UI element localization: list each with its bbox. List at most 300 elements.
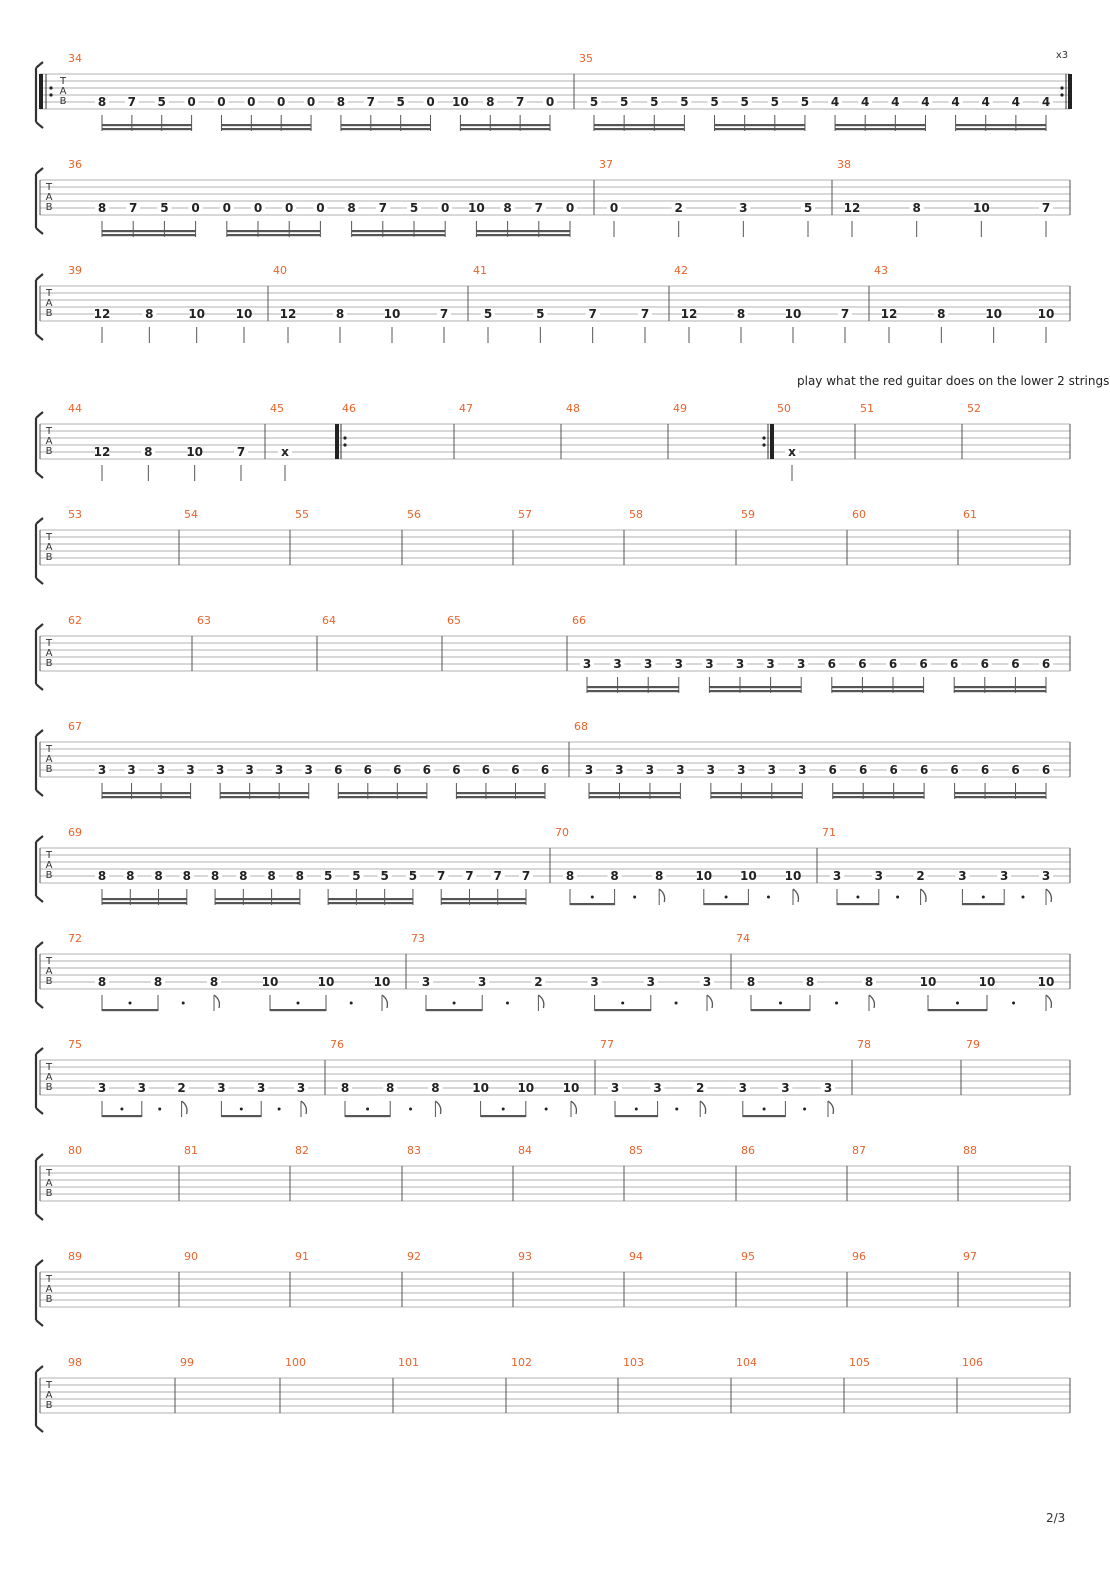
measure-43: [874, 264, 1054, 343]
measure-50: [777, 402, 855, 481]
fret-number: 3: [478, 975, 487, 989]
fret-number: 3: [275, 763, 284, 777]
measure-number: 70: [555, 826, 569, 839]
measure-number: 37: [599, 158, 613, 171]
fret-number: 3: [1000, 869, 1009, 883]
beam: [587, 690, 679, 692]
tab-clef-letter: A: [45, 1390, 53, 1401]
beam: [709, 686, 801, 688]
measure-number: 77: [600, 1038, 614, 1051]
fret-number: 8: [209, 975, 219, 989]
beam: [589, 796, 680, 798]
fret-number: 6: [950, 763, 959, 777]
rhythm-dot: [506, 1002, 509, 1005]
performance-note: play what the red guitar does on the lower 2 strings: [797, 374, 1110, 388]
measure-61: [963, 508, 977, 521]
fret-number: 6: [950, 657, 959, 671]
fret-number: 10: [562, 1081, 580, 1095]
measure-number: 57: [518, 508, 532, 521]
measure-68: [574, 720, 1053, 799]
fret-number: 10: [468, 201, 485, 215]
fret-number: 10: [985, 307, 1003, 321]
beam: [102, 128, 192, 130]
tab-clef-letter: T: [45, 638, 53, 649]
fret-number: 5: [536, 307, 545, 321]
repeat-end-thick-bar: [1068, 74, 1072, 109]
measure-number: 103: [623, 1356, 644, 1369]
staff-system: [36, 614, 1070, 693]
beam: [220, 796, 309, 798]
beam: [711, 796, 802, 798]
fret-number: 5: [160, 201, 169, 215]
measure-42: [674, 264, 869, 343]
beam: [751, 1009, 810, 1011]
fret-number: 8: [154, 869, 163, 883]
repeat-dot: [343, 443, 346, 446]
rhythm-dot: [675, 1002, 678, 1005]
fret-number: 5: [352, 869, 361, 883]
measure-72: [68, 932, 406, 1011]
fret-number: 10: [452, 95, 469, 109]
fret-number: 3: [737, 763, 746, 777]
beam: [441, 898, 526, 900]
repeat-dot: [49, 93, 52, 96]
rhythm-dot: [120, 1108, 123, 1111]
measure-number: 88: [963, 1144, 977, 1157]
measure-number: 45: [270, 402, 284, 415]
fret-number: 4: [830, 95, 840, 109]
beam: [833, 792, 924, 794]
measure-number: 38: [837, 158, 851, 171]
fret-number: 0: [426, 95, 435, 109]
beam: [476, 234, 570, 236]
rhythm-dot: [856, 896, 859, 899]
fret-number: 3: [582, 657, 592, 671]
measure-number: 95: [741, 1250, 755, 1263]
fret-number: 3: [798, 763, 807, 777]
measure-number: 105: [849, 1356, 870, 1369]
beam: [589, 792, 680, 794]
fret-number: 6: [827, 657, 836, 671]
measure-number: 87: [852, 1144, 866, 1157]
fret-number: 2: [534, 975, 543, 989]
measure-number: 55: [295, 508, 309, 521]
fret-number: 7: [493, 869, 502, 883]
measure-number: 80: [68, 1144, 82, 1157]
repeat-start-thick-bar: [335, 424, 339, 459]
fret-number: 10: [186, 445, 204, 459]
measure-44: [68, 402, 265, 481]
fret-number: 8: [97, 869, 107, 883]
fret-number: 3: [217, 1081, 226, 1095]
tab-clef-letter: B: [45, 870, 53, 881]
fret-number: 10: [1037, 975, 1055, 989]
beam: [587, 686, 679, 688]
fret-number: 7: [437, 869, 446, 883]
measure-number: 43: [874, 264, 888, 277]
beam: [456, 796, 545, 798]
fret-number: 3: [738, 1081, 747, 1095]
beam: [426, 1009, 482, 1011]
staff-system: [36, 1250, 1070, 1326]
repeat-dot: [762, 436, 765, 439]
measure-number: 71: [822, 826, 836, 839]
fret-number: 3: [644, 657, 653, 671]
fret-number: 6: [1041, 657, 1051, 671]
measure-number: 40: [273, 264, 287, 277]
fret-number: 10: [1037, 307, 1055, 321]
tab-clef-letter: A: [59, 86, 67, 97]
measure-number: 86: [741, 1144, 755, 1157]
measure-number: 39: [68, 264, 82, 277]
fret-number: 6: [481, 763, 491, 777]
fret-number: 2: [696, 1081, 705, 1095]
rhythm-dot: [621, 1002, 624, 1005]
fret-number: 0: [285, 201, 294, 215]
fret-number: 10: [740, 869, 757, 883]
dead-note: x: [788, 445, 796, 459]
rhythm-dot: [297, 1002, 300, 1005]
fret-number: 12: [279, 307, 297, 321]
measure-number: 35: [579, 52, 593, 65]
fret-number: 8: [937, 307, 946, 321]
staff-system: [36, 50, 1072, 131]
beam: [102, 124, 192, 126]
beam: [102, 1009, 158, 1011]
eighth-flag: [1046, 889, 1051, 902]
page-number: 2/3: [1046, 1511, 1066, 1525]
fret-number: 3: [615, 763, 624, 777]
measure-number: 96: [852, 1250, 866, 1263]
measure-40: [273, 264, 468, 343]
fret-number: 0: [217, 95, 226, 109]
fret-number: 10: [317, 975, 335, 989]
measure-number: 69: [68, 826, 82, 839]
fret-number: 8: [340, 1081, 350, 1095]
measure-number: 75: [68, 1038, 82, 1051]
fret-number: 2: [916, 869, 925, 883]
fret-number: 5: [800, 95, 810, 109]
fret-number: 5: [483, 307, 493, 321]
fret-number: 2: [177, 1081, 186, 1095]
tab-clef-letter: B: [45, 1400, 53, 1411]
beam: [595, 1009, 651, 1011]
fret-number: 6: [888, 657, 898, 671]
rhythm-dot: [453, 1002, 456, 1005]
fret-number: 8: [210, 869, 220, 883]
measure-number: 92: [407, 1250, 421, 1263]
staff-system: [36, 1038, 1070, 1117]
measure-number: 46: [342, 402, 356, 415]
measure-number: 64: [322, 614, 336, 627]
beam: [832, 686, 924, 688]
repeat-dot: [343, 436, 346, 439]
fret-number: 4: [1011, 95, 1021, 109]
fret-number: 6: [980, 763, 990, 777]
fret-number: 6: [828, 763, 837, 777]
tab-clef-letter: A: [45, 298, 53, 309]
beam: [955, 796, 1046, 798]
fret-number: 3: [653, 1081, 662, 1095]
beam: [102, 902, 187, 904]
fret-number: 6: [422, 763, 432, 777]
fret-number: 12: [680, 307, 698, 321]
rhythm-dot: [129, 1002, 132, 1005]
measure-73: [411, 932, 731, 1011]
fret-number: 6: [1011, 657, 1020, 671]
fret-number: 8: [503, 201, 512, 215]
measure-number: 79: [966, 1038, 980, 1051]
measure-77: [600, 1038, 852, 1117]
rhythm-dot: [982, 896, 985, 899]
staff-system: [36, 264, 1070, 343]
fret-number: 3: [257, 1081, 266, 1095]
fret-number: 3: [610, 1081, 620, 1095]
fret-number: 0: [306, 95, 316, 109]
fret-number: 12: [93, 307, 111, 321]
fret-number: 10: [972, 201, 990, 215]
tab-clef-letter: B: [45, 976, 53, 987]
measure-number: 52: [967, 402, 981, 415]
beam: [928, 1009, 987, 1011]
fret-number: 3: [706, 763, 716, 777]
beam: [221, 128, 311, 130]
rhythm-dot: [1012, 1002, 1015, 1005]
measure-number: 42: [674, 264, 688, 277]
repeat-dot: [762, 443, 765, 446]
eighth-flag: [869, 995, 874, 1008]
fret-number: 7: [840, 307, 850, 321]
measure-number: 78: [857, 1038, 871, 1051]
fret-number: 7: [129, 201, 138, 215]
measure-number: 63: [197, 614, 211, 627]
measure-number: 66: [572, 614, 586, 627]
fret-number: 7: [366, 95, 375, 109]
fret-number: 3: [186, 763, 195, 777]
fret-number: 12: [880, 307, 898, 321]
fret-number: 0: [609, 201, 619, 215]
repeat-start-thick-bar: [39, 74, 43, 109]
fret-number: 4: [951, 95, 960, 109]
measure-69: [68, 826, 550, 905]
repeat-dot: [49, 86, 52, 89]
fret-number: 0: [565, 201, 575, 215]
fret-number: 6: [859, 763, 868, 777]
fret-number: 7: [236, 445, 246, 459]
fret-number: 5: [740, 95, 749, 109]
measure-number: 34: [68, 52, 82, 65]
measure-number: 97: [963, 1250, 977, 1263]
measure-number: 101: [398, 1356, 419, 1369]
fret-number: 3: [215, 763, 225, 777]
staff-system: [36, 1356, 1070, 1432]
fret-number: 10: [235, 307, 253, 321]
measure-number: 72: [68, 932, 82, 945]
measure-number: 60: [852, 508, 866, 521]
fret-number: 8: [97, 95, 107, 109]
beam: [704, 903, 749, 905]
fret-number: 3: [781, 1081, 790, 1095]
eighth-flag: [659, 889, 664, 902]
beam: [835, 124, 925, 126]
measure-97: [963, 1250, 977, 1263]
beam: [715, 128, 805, 130]
tab-clef-letter: B: [59, 96, 67, 107]
measure-number: 83: [407, 1144, 421, 1157]
rhythm-dot: [591, 896, 594, 899]
fret-number: 10: [695, 869, 713, 883]
beam: [102, 898, 187, 900]
measure-36: [68, 158, 594, 237]
repeat-dot: [1060, 93, 1063, 96]
fret-number: 8: [239, 869, 248, 883]
fret-number: 5: [770, 95, 779, 109]
fret-number: 6: [889, 763, 898, 777]
beam: [102, 792, 191, 794]
measure-number: 102: [511, 1356, 532, 1369]
staff-system: [36, 508, 1070, 584]
beam: [352, 234, 446, 236]
beam: [352, 230, 446, 232]
beam: [594, 128, 684, 130]
measure-number: 54: [184, 508, 198, 521]
rhythm-dot: [350, 1002, 353, 1005]
rhythm-dot: [779, 1002, 782, 1005]
measure-number: 49: [673, 402, 687, 415]
fret-number: 6: [1011, 763, 1020, 777]
fret-number: 6: [980, 657, 989, 671]
beam: [220, 792, 309, 794]
fret-number: 0: [441, 201, 450, 215]
fret-number: 8: [655, 869, 664, 883]
beam: [328, 898, 413, 900]
fret-number: 8: [610, 869, 619, 883]
fret-number: 12: [843, 201, 861, 215]
measure-number: 65: [447, 614, 461, 627]
beam: [715, 124, 805, 126]
fret-number: 5: [157, 95, 166, 109]
fret-number: 5: [380, 869, 389, 883]
rhythm-dot: [182, 1002, 185, 1005]
fret-number: 4: [981, 95, 990, 109]
fret-number: 3: [823, 1081, 833, 1095]
fret-number: 3: [705, 657, 714, 671]
tab-clef-letter: A: [45, 1072, 53, 1083]
measure-number: 90: [184, 1250, 198, 1263]
fret-number: 3: [296, 1081, 306, 1095]
beam: [835, 128, 925, 130]
tab-clef-letter: A: [45, 966, 53, 977]
fret-number: 5: [409, 201, 419, 215]
tab-clef-letter: T: [45, 1168, 53, 1179]
fret-number: 3: [590, 975, 599, 989]
fret-number: 3: [584, 763, 594, 777]
measure-number: 85: [629, 1144, 643, 1157]
fret-number: 3: [97, 763, 107, 777]
beam: [227, 230, 321, 232]
fret-number: 2: [674, 201, 683, 215]
measure-35: [579, 50, 1072, 131]
fret-number: 4: [921, 95, 930, 109]
measure-number: 51: [860, 402, 874, 415]
beam: [460, 128, 550, 130]
rhythm-dot: [725, 896, 728, 899]
fret-number: 4: [891, 95, 900, 109]
fret-number: 6: [393, 763, 402, 777]
fret-number: 3: [137, 1081, 146, 1095]
tab-clef-letter: T: [45, 182, 53, 193]
beam: [215, 902, 300, 904]
fret-number: 5: [323, 869, 333, 883]
fret-number: 3: [97, 1081, 107, 1095]
fret-number: 8: [805, 975, 815, 989]
rhythm-dot: [158, 1108, 161, 1111]
fret-number: 7: [465, 869, 474, 883]
beam: [338, 792, 427, 794]
measure-number: 48: [566, 402, 580, 415]
fret-number: 8: [126, 869, 135, 883]
fret-number: 3: [645, 763, 655, 777]
measure-number: 61: [963, 508, 977, 521]
fret-number: 7: [439, 307, 449, 321]
fret-number: 7: [588, 307, 597, 321]
fret-number: 6: [919, 763, 929, 777]
fret-number: 3: [127, 763, 136, 777]
fret-number: 8: [565, 869, 575, 883]
beam: [441, 902, 526, 904]
eighth-flag: [382, 995, 387, 1008]
fret-number: 10: [472, 1081, 489, 1095]
tab-clef-letter: A: [45, 436, 53, 447]
fret-number: 8: [736, 307, 746, 321]
beam: [570, 903, 615, 905]
measure-88: [963, 1144, 977, 1157]
eighth-flag: [301, 1101, 306, 1114]
beam: [832, 690, 924, 692]
tab-clef-letter: A: [45, 860, 53, 871]
fret-number: 3: [874, 869, 883, 883]
eighth-flag: [793, 889, 798, 902]
measure-number: 93: [518, 1250, 532, 1263]
measure-number: 89: [68, 1250, 82, 1263]
tab-clef-letter: B: [45, 446, 53, 457]
repeat-end-thick-bar: [770, 424, 774, 459]
beam: [102, 234, 196, 236]
measure-number: 67: [68, 720, 82, 733]
fret-number: 6: [452, 763, 461, 777]
measure-number: 36: [68, 158, 82, 171]
beam: [102, 1115, 142, 1117]
fret-number: 8: [336, 95, 346, 109]
fret-number: 0: [316, 201, 325, 215]
measure-number: 84: [518, 1144, 532, 1157]
fret-number: 8: [864, 975, 874, 989]
tab-clef-letter: B: [45, 764, 53, 775]
fret-number: 6: [540, 763, 550, 777]
fret-number: 10: [978, 975, 996, 989]
tab-clef-letter: A: [45, 648, 53, 659]
tab-clef-letter: B: [45, 1082, 53, 1093]
fret-number: 5: [408, 869, 418, 883]
measure-number: 100: [285, 1356, 306, 1369]
measure-number: 44: [68, 402, 82, 415]
fret-number: 10: [383, 307, 401, 321]
fret-number: 6: [858, 657, 867, 671]
beam: [341, 128, 431, 130]
beam: [954, 686, 1046, 688]
eighth-flag: [571, 1101, 576, 1114]
fret-number: 8: [347, 201, 356, 215]
